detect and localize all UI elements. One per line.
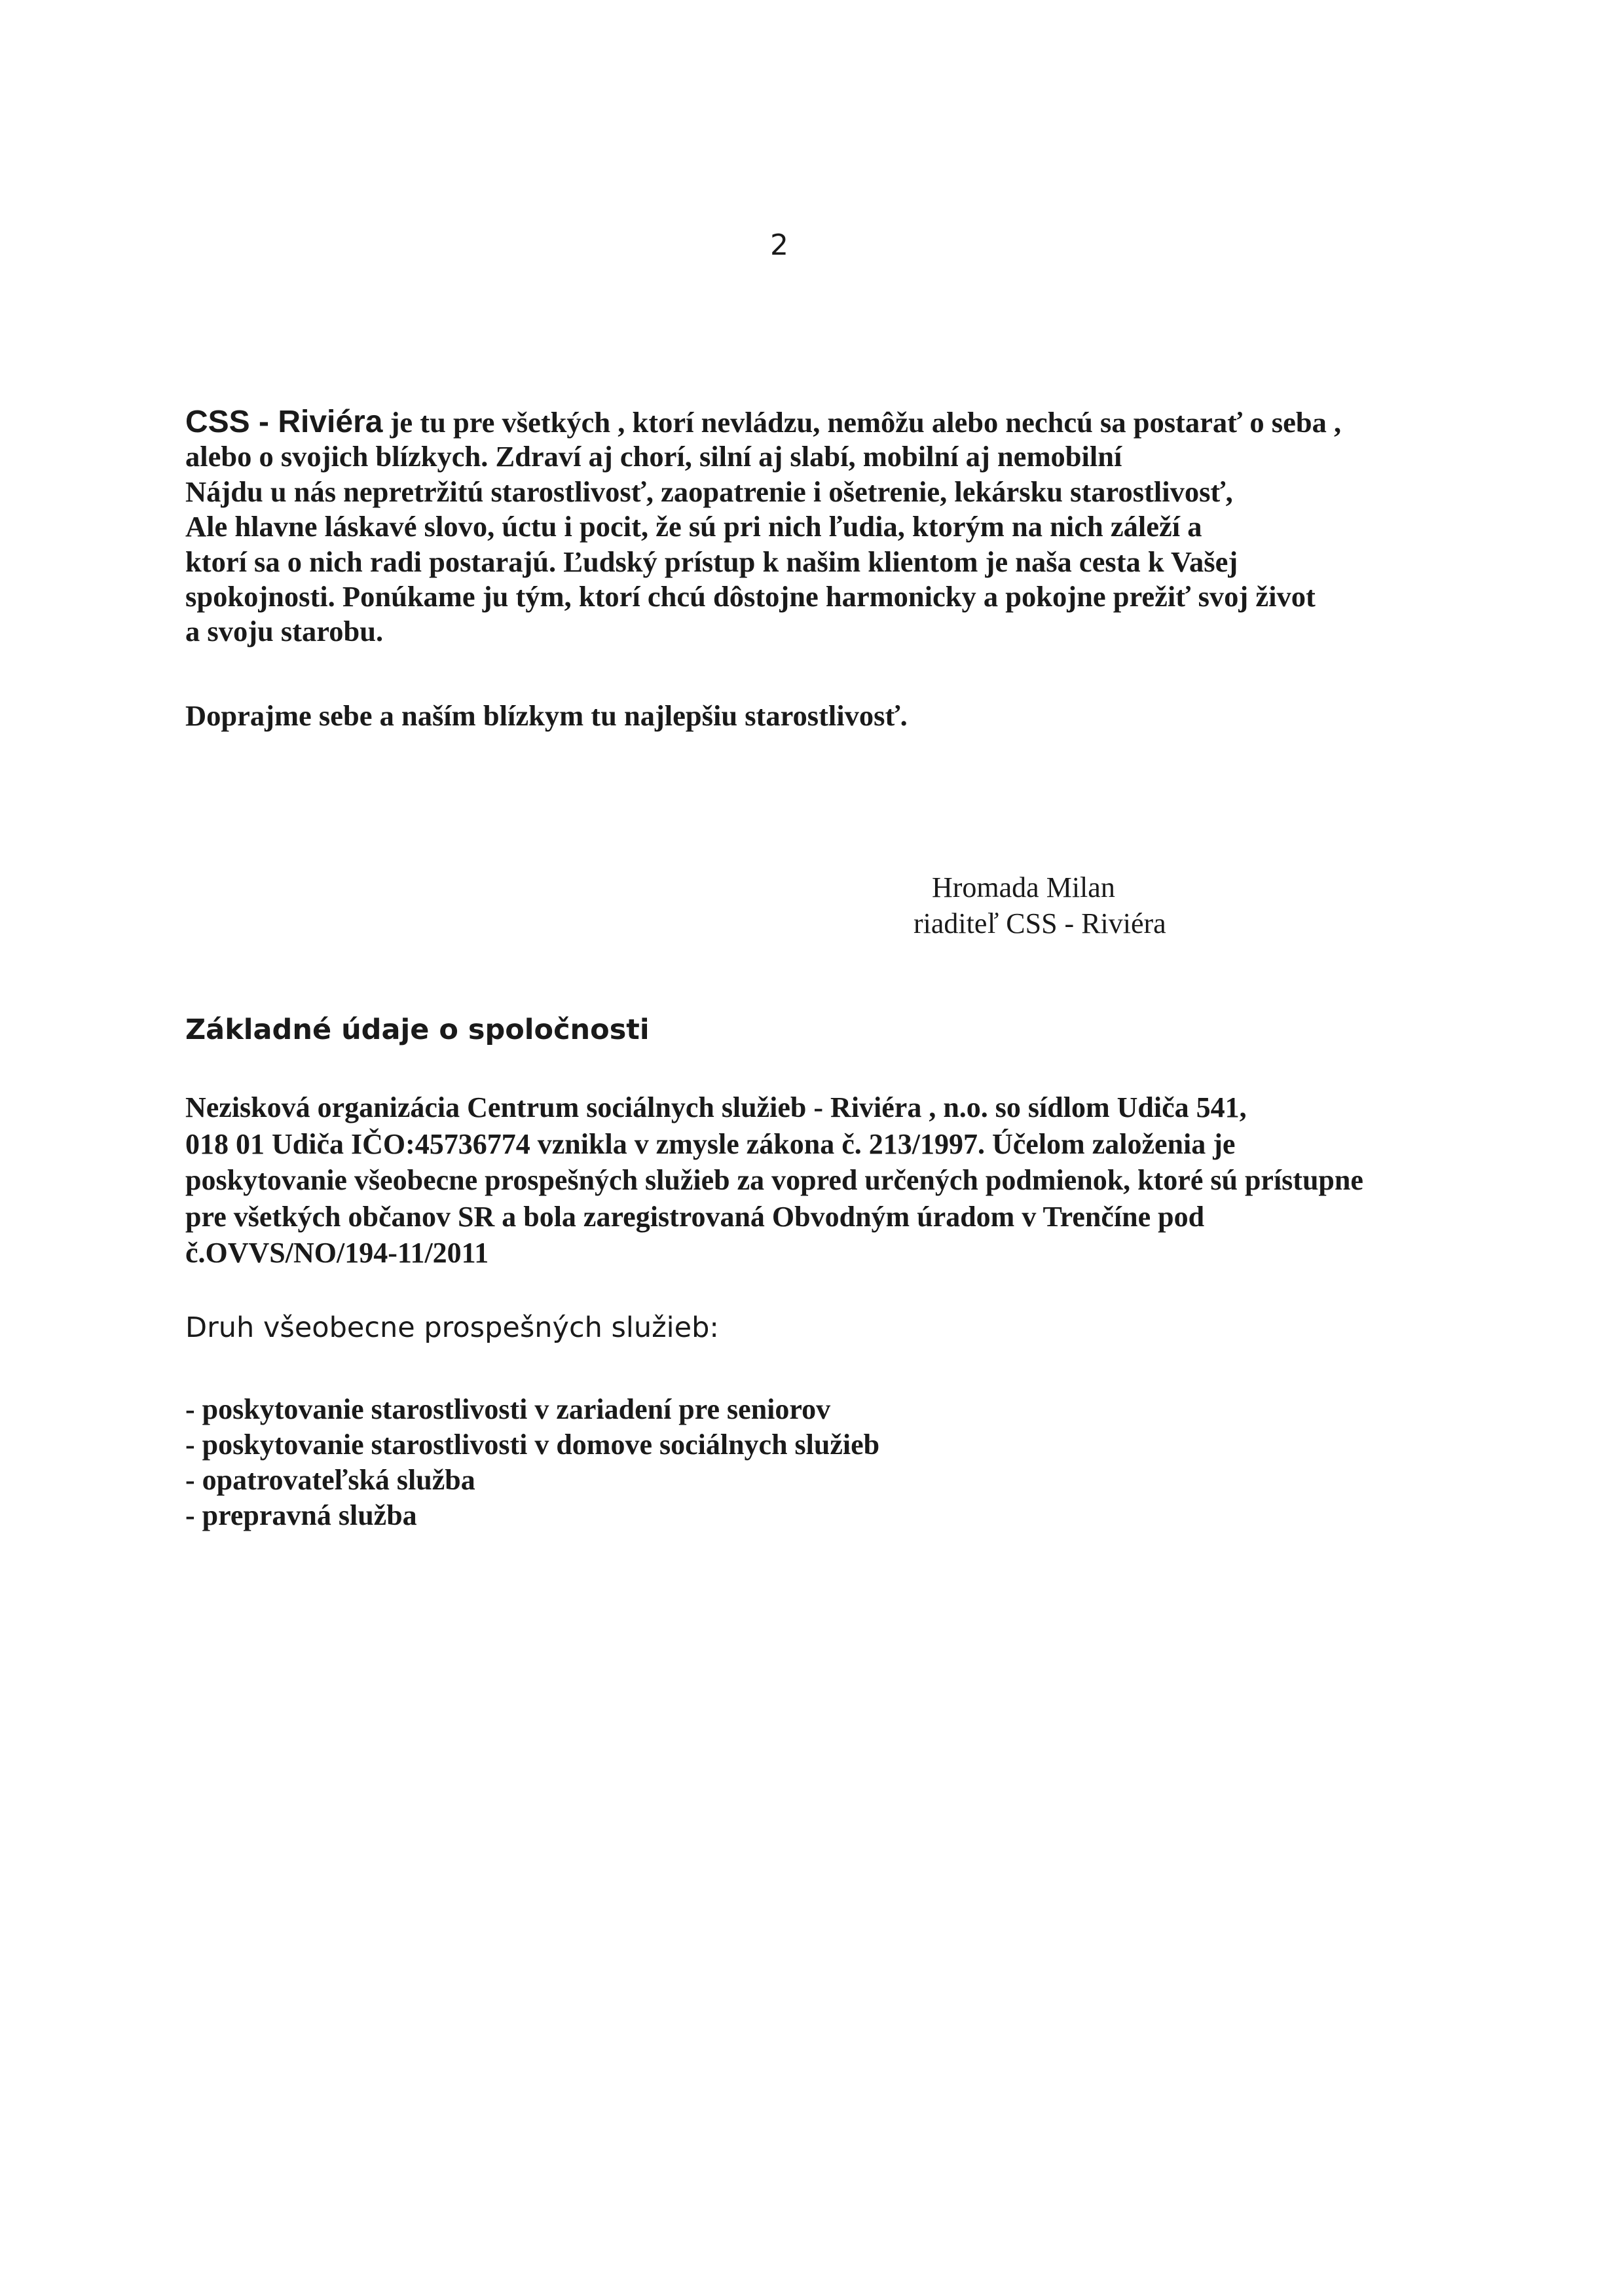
intro-line-7: a svoju starobu.	[185, 615, 384, 648]
intro-paragraph	[185, 405, 1495, 649]
intro-text: je tu pre všetkých , ktorí nevládzu, nemôžu alebo nechcú sa postarať o seba ,	[382, 406, 1342, 439]
page-number: 2	[770, 228, 788, 262]
intro-line-3: Nájdu u nás nepretržitú starostlivosť, zaopatrenie i ošetrenie, lekársku starostlivosť,	[185, 475, 1233, 508]
services-list	[185, 1392, 879, 1533]
intro-line-1	[185, 405, 1495, 439]
company-info-heading: Základné údaje o spoločnosti	[185, 1013, 650, 1046]
list-item: - opatrovateľská služba	[185, 1464, 475, 1496]
company-info-paragraph	[185, 1089, 1363, 1271]
closing-sentence: Doprajme sebe a naším blízkym tu najlepšiu starostlivosť.	[185, 699, 908, 732]
company-info-line-1: Nezisková organizácia Centrum sociálnych služieb - Riviéra , n.o. so sídlom Udiča 541,	[185, 1091, 1247, 1123]
list-item: - poskytovanie starostlivosti v domove sociálnych služieb	[185, 1429, 880, 1461]
company-info-line-2: 018 01 Udiča IČO:45736774 vznikla v zmysle zákona č. 213/1997. Účelom založenia je	[185, 1127, 1236, 1160]
intro-line-6: spokojnosti. Ponúkame ju tým, ktorí chcú dôstojne harmonicky a pokojne prežiť svoj život	[185, 579, 1316, 613]
intro-line-5: ktorí sa o nich radi postarajú. Ľudský prístup k našim klientom je naša cesta k Vašej	[185, 545, 1238, 578]
company-info-line-4: pre všetkých občanov SR a bola zaregistrovaná Obvodným úradom v Trenčíne pod	[185, 1200, 1205, 1233]
list-item: - prepravná služba	[185, 1499, 417, 1531]
brand-name: CSS - Riviéra	[185, 405, 383, 439]
signature-block	[913, 869, 1166, 941]
list-item: - poskytovanie starostlivosti v zariadení pre seniorov	[185, 1393, 831, 1425]
intro-line-4: Ale hlavne láskavé slovo, úctu i pocit, že sú pri nich ľudia, ktorým na nich záleží a	[185, 510, 1202, 543]
services-heading: Druh všeobecne prospešných služieb:	[185, 1311, 719, 1344]
company-info-line-3: poskytovanie všeobecne prospešných služieb za vopred určených podmienok, ktoré sú prístupne	[185, 1164, 1363, 1197]
signatory-name: Hromada Milan	[932, 871, 1115, 903]
company-info-line-5: č.OVVS/NO/194-11/2011	[185, 1237, 489, 1269]
intro-line-2: alebo o svojich blízkych. Zdraví aj chorí, silní aj slabí, mobilní aj nemobilní	[185, 440, 1122, 473]
signatory-title: riaditeľ CSS - Riviéra	[913, 907, 1166, 939]
